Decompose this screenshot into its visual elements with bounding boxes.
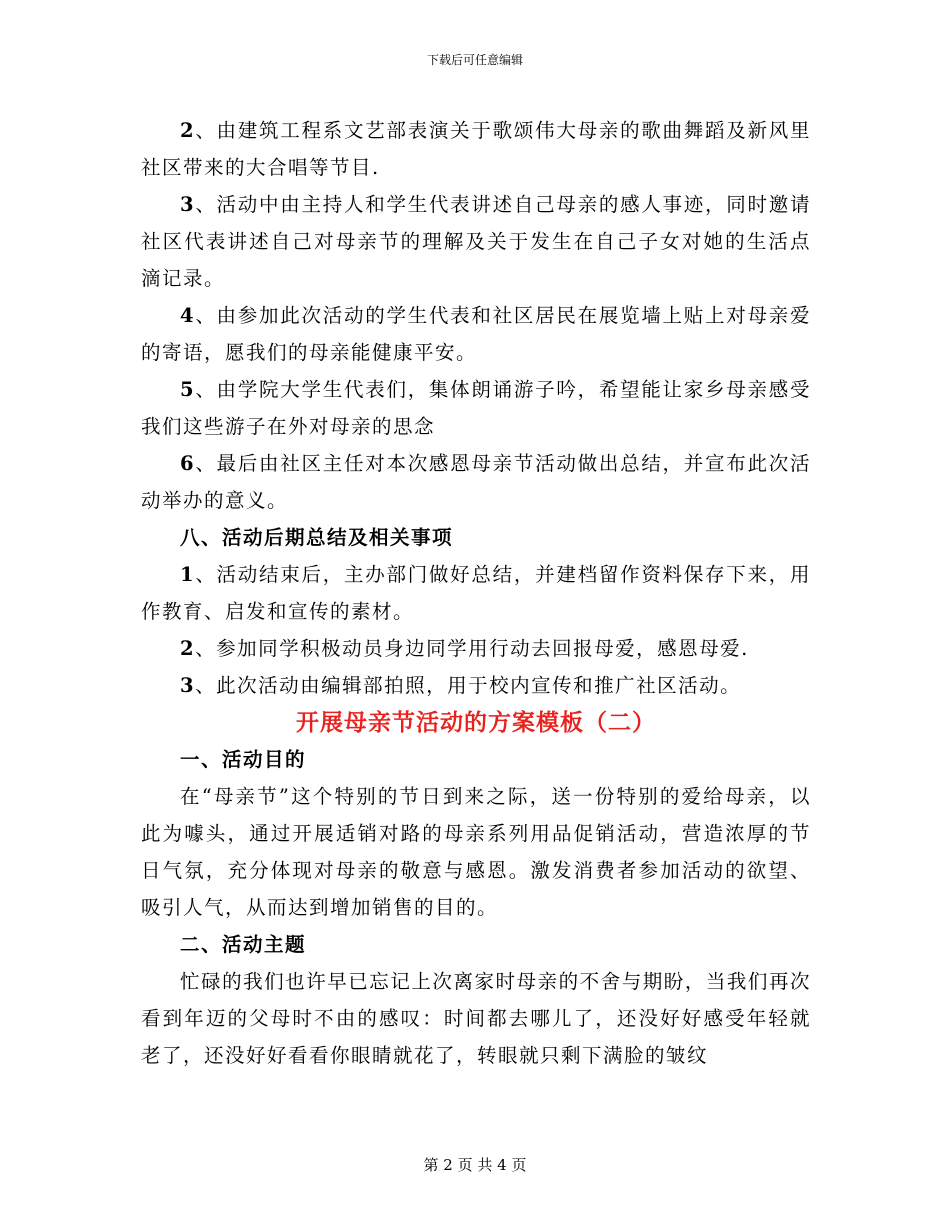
paragraph-purpose: 在“母亲节”这个特别的节日到来之际，送一份特别的爱给母亲，以此为噱头，通过开展适销对路的母亲系列用品促销活动，营造浓厚的节日气氛，充分体现对母亲的敬意与感恩。激发消费者参加活动的欲望、吸引人气，从而达到增加销售的目的。 <box>141 785 811 919</box>
paragraph-summary-2 <box>141 630 811 667</box>
item-number: 5 <box>180 378 196 401</box>
paragraph-summary-3 <box>141 667 811 704</box>
page-number-footer: 第 2 页 共 4 页 <box>423 1156 527 1174</box>
paragraph-text: 、由学院大学生代表们，集体朗诵游子吟，希望能让家乡母亲感受我们这些游子在外对母亲的思念 <box>141 378 811 438</box>
paragraph-theme: 忙碌的我们也许早已忘记上次离家时母亲的不舍与期盼，当我们再次看到年迈的父母时不由的感叹：时间都去哪儿了，还没好好感受年轻就老了，还没好好看看你眼睛就花了，转眼就只剩下满脸的皱纹 <box>141 970 811 1067</box>
paragraph-text: 、由参加此次活动的学生代表和社区居民在展览墙上贴上对母亲爱的寄语，愿我们的母亲能健康平安。 <box>141 304 811 364</box>
paragraph-text: 、参加同学积极动员身边同学用行动去回报母爱，感恩母爱. <box>195 637 749 660</box>
section-heading-8: 八、活动后期总结及相关事项 <box>180 526 454 549</box>
paragraph-item-3 <box>141 186 811 297</box>
item-number: 2 <box>180 119 196 142</box>
item-number: 2 <box>180 637 196 660</box>
document-body <box>141 112 811 1074</box>
paragraph-text: 、活动中由主持人和学生代表讲述自己母亲的感人事迹，同时邀请社区代表讲述自己对母亲节的理解及关于发生在自己子女对她的生活点滴记录。 <box>141 193 811 290</box>
section-heading-1: 一、活动目的 <box>180 748 307 771</box>
item-number: 4 <box>180 304 196 327</box>
item-number: 1 <box>180 563 196 586</box>
page-header-note: 下载后可任意编辑 <box>426 53 523 67</box>
paragraph-item-5 <box>141 371 811 445</box>
item-number: 3 <box>180 193 196 216</box>
paragraph-summary-1 <box>141 556 811 630</box>
item-number: 3 <box>180 674 196 697</box>
paragraph-item-2 <box>141 112 811 186</box>
paragraph-item-4 <box>141 297 811 371</box>
document-section-title: 开展母亲节活动的方案模板（二） <box>296 709 656 736</box>
section-heading-2: 二、活动主题 <box>180 933 307 956</box>
item-number: 6 <box>180 452 196 475</box>
paragraph-text: 、活动结束后，主办部门做好总结，并建档留作资料保存下来，用作教育、启发和宣传的素材。 <box>141 563 811 623</box>
paragraph-text: 、由建筑工程系文艺部表演关于歌颂伟大母亲的歌曲舞蹈及新风里社区带来的大合唱等节目. <box>141 119 811 179</box>
paragraph-text: 、此次活动由编辑部拍照，用于校内宣传和推广社区活动。 <box>195 674 742 697</box>
paragraph-item-6 <box>141 445 811 519</box>
paragraph-text: 、最后由社区主任对本次感恩母亲节活动做出总结，并宣布此次活动举办的意义。 <box>141 452 811 512</box>
